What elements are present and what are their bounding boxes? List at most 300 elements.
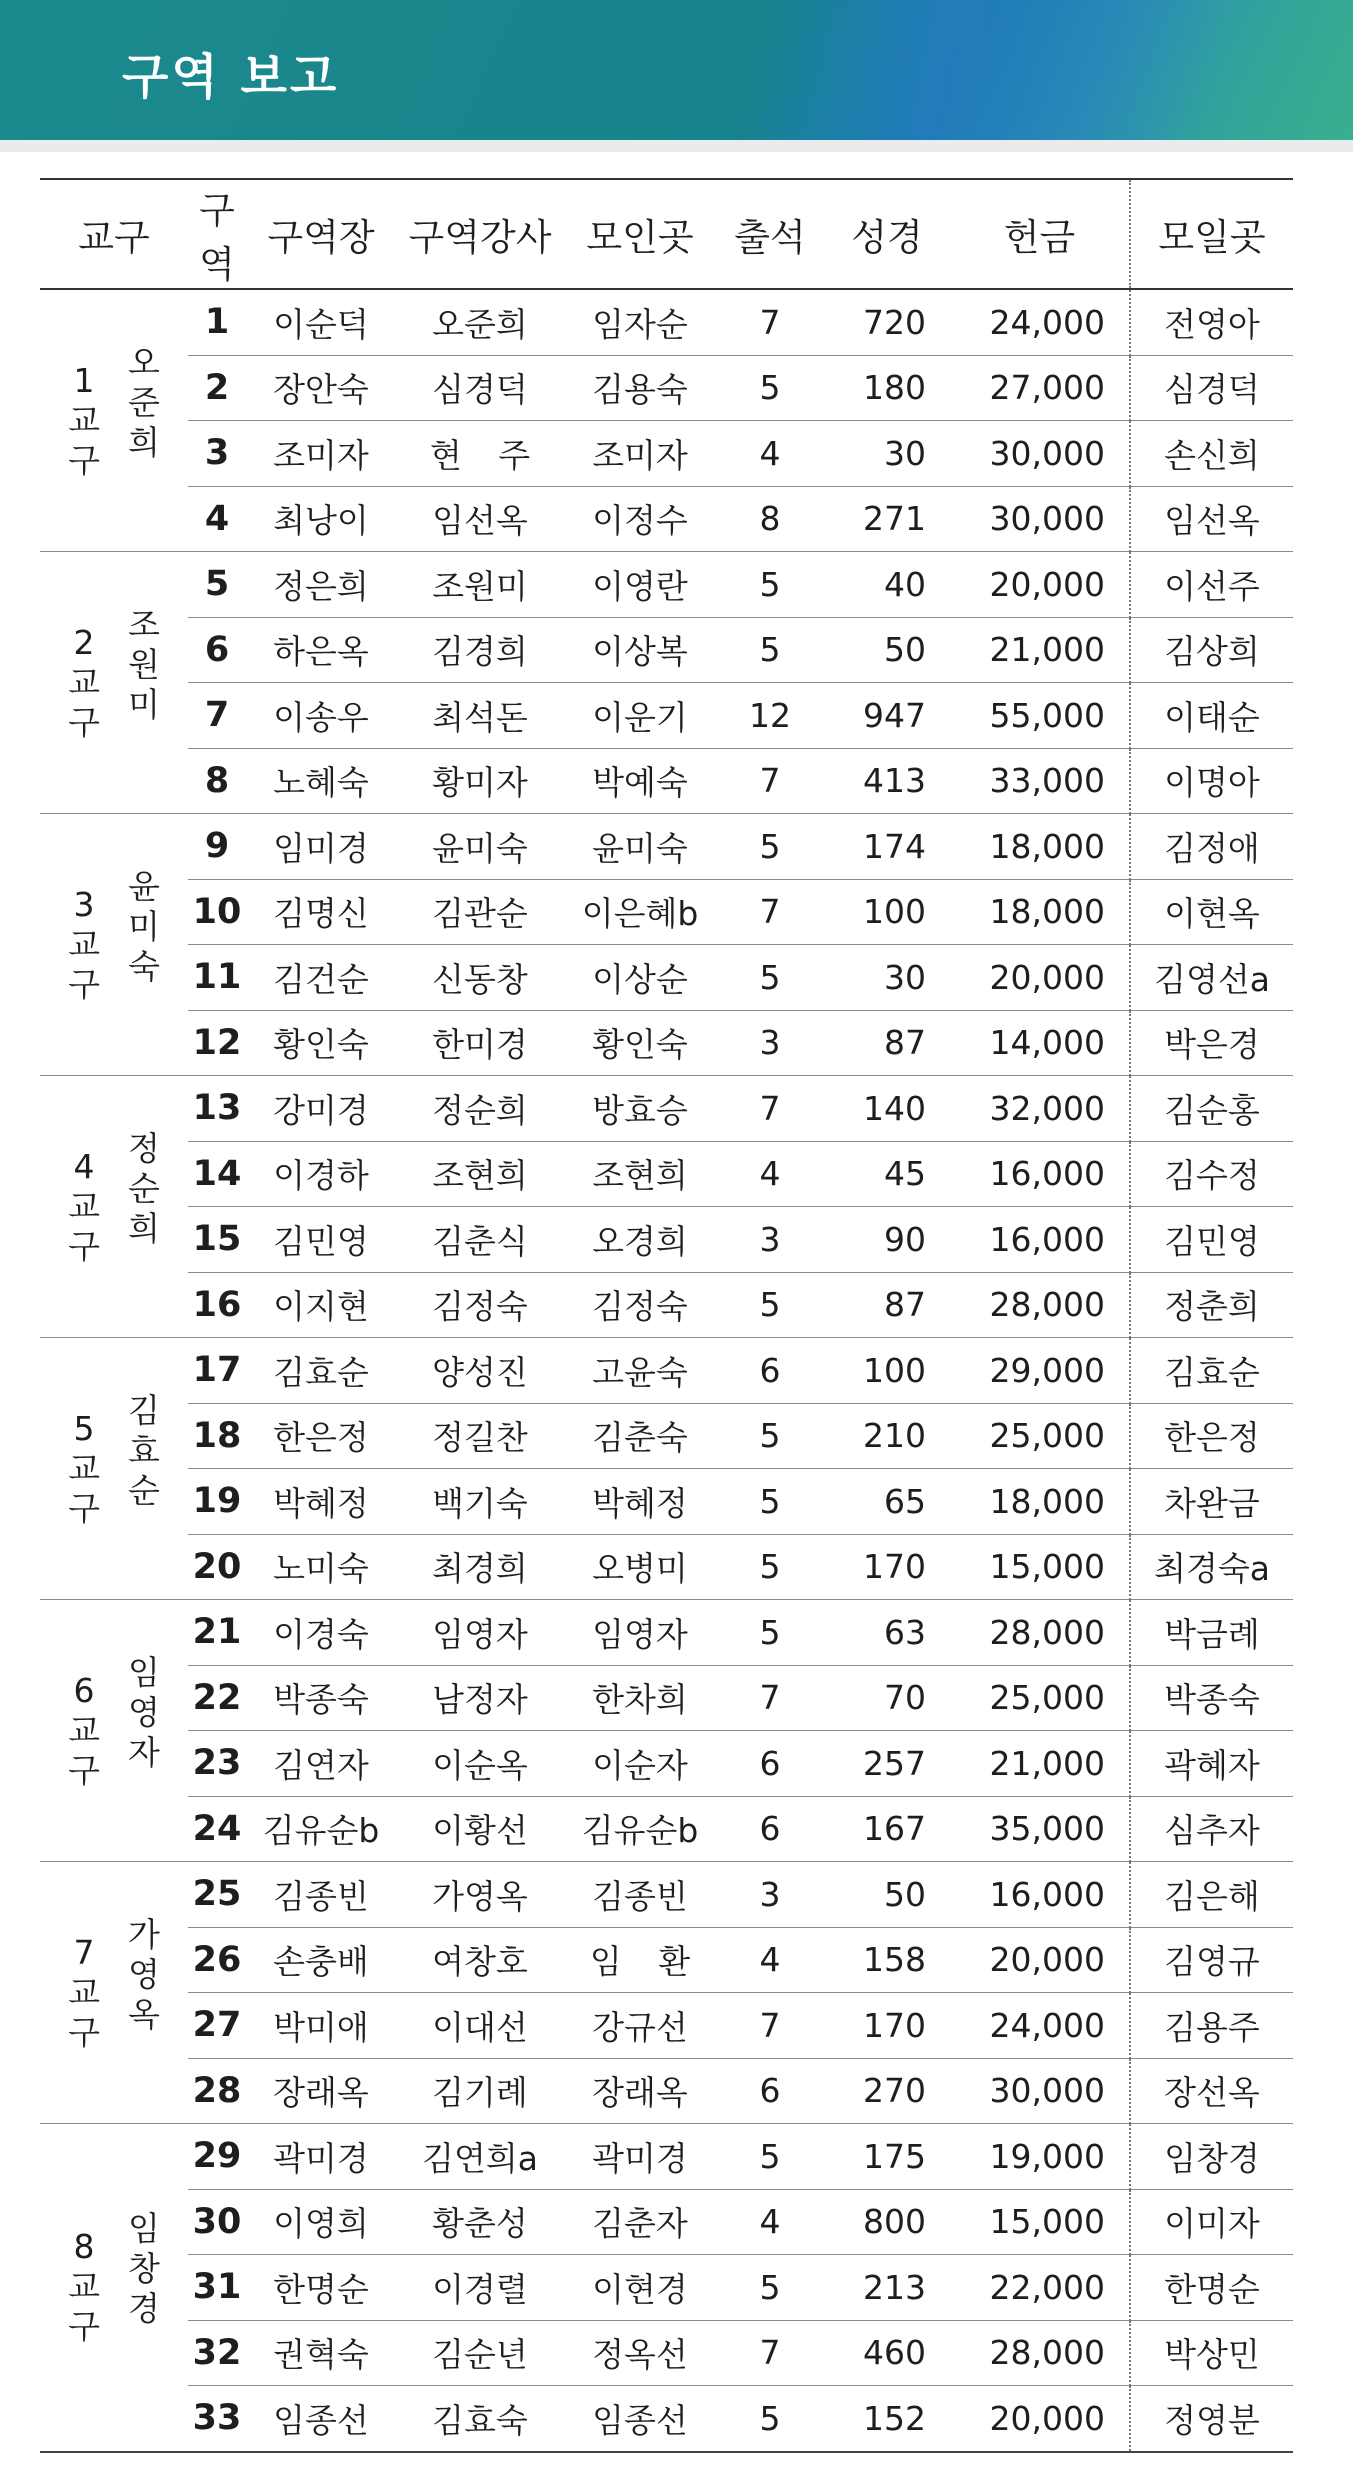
district-number: 4 (188, 486, 246, 552)
district-leader-name: 조미자 (246, 421, 396, 487)
district-leader-name: 이순덕 (246, 289, 396, 355)
district-leader-name: 노미숙 (246, 1534, 396, 1600)
bible-reading-count: 175 (824, 2124, 950, 2190)
next-meeting-place: 이선주 (1130, 552, 1293, 618)
attendance-count: 5 (716, 2124, 824, 2190)
meeting-place: 김용숙 (564, 355, 716, 421)
district-leader-name: 정은희 (246, 552, 396, 618)
parish-unit-char: 교 (68, 1972, 100, 2012)
parish-leader-char: 가 (128, 1914, 160, 1954)
offering-amount: 28,000 (950, 1600, 1130, 1666)
district-leader-name: 곽미경 (246, 2124, 396, 2190)
district-number: 8 (188, 748, 246, 814)
parish-leader-char: 경 (128, 2289, 160, 2329)
teacher-name: 임선옥 (396, 486, 564, 552)
district-leader-name: 한은정 (246, 1403, 396, 1469)
parish-leader-char: 희 (128, 1208, 160, 1248)
teacher-name: 양성진 (396, 1338, 564, 1404)
attendance-count: 7 (716, 1076, 824, 1142)
meeting-place: 방효승 (564, 1076, 716, 1142)
bible-reading-count: 158 (824, 1927, 950, 1993)
district-leader-name: 임미경 (246, 814, 396, 880)
parish-number: 6 (73, 1670, 95, 1710)
district-leader-name: 장래옥 (246, 2058, 396, 2124)
next-meeting-place: 심경덕 (1130, 355, 1293, 421)
bible-reading-count: 90 (824, 1207, 950, 1273)
parish-cell (40, 289, 188, 552)
bible-reading-count: 65 (824, 1469, 950, 1535)
bible-reading-count: 87 (824, 1010, 950, 1076)
parish-leader-char: 옥 (128, 1994, 160, 2034)
teacher-name: 임영자 (396, 1600, 564, 1666)
table-row (40, 421, 1293, 487)
next-meeting-place: 정영분 (1130, 2386, 1293, 2452)
teacher-name: 한미경 (396, 1010, 564, 1076)
teacher-name: 김춘식 (396, 1207, 564, 1273)
offering-amount: 55,000 (950, 683, 1130, 749)
district-leader-name: 임종선 (246, 2386, 396, 2452)
meeting-place: 이상순 (564, 945, 716, 1011)
parish-cell (40, 1338, 188, 1600)
offering-amount: 18,000 (950, 879, 1130, 945)
bible-reading-count: 140 (824, 1076, 950, 1142)
parish-leader-char: 희 (128, 422, 160, 462)
parish-unit-char: 교 (68, 1186, 100, 1226)
meeting-place: 김춘숙 (564, 1403, 716, 1469)
next-meeting-place: 이태순 (1130, 683, 1293, 749)
teacher-name: 이대선 (396, 1993, 564, 2059)
parish-cell (40, 814, 188, 1076)
teacher-name: 이황선 (396, 1796, 564, 1862)
offering-amount: 33,000 (950, 748, 1130, 814)
district-leader-name: 김연자 (246, 1731, 396, 1797)
attendance-count: 6 (716, 1796, 824, 1862)
parish-label (68, 2227, 100, 2347)
parish-leader-name (128, 1129, 160, 1267)
district-number: 7 (188, 683, 246, 749)
offering-amount: 24,000 (950, 289, 1130, 355)
table-row (40, 1010, 1293, 1076)
next-meeting-place: 임창경 (1130, 2124, 1293, 2190)
next-meeting-place: 장선옥 (1130, 2058, 1293, 2124)
parish-label (68, 1409, 100, 1529)
meeting-place: 임영자 (564, 1600, 716, 1666)
district-leader-name: 이경숙 (246, 1600, 396, 1666)
offering-amount: 21,000 (950, 1731, 1130, 1797)
district-number: 33 (188, 2386, 246, 2452)
parish-unit-char: 교 (68, 1448, 100, 1488)
district-leader-name: 황인숙 (246, 1010, 396, 1076)
parish-leader-name (128, 605, 160, 743)
district-number: 11 (188, 945, 246, 1011)
parish-leader-char: 순 (128, 1470, 160, 1510)
bible-reading-count: 87 (824, 1272, 950, 1338)
table-row (40, 1927, 1293, 1993)
parish-label (68, 1147, 100, 1267)
district-leader-name: 김민영 (246, 1207, 396, 1273)
table-row (40, 1862, 1293, 1928)
attendance-count: 8 (716, 486, 824, 552)
table-row (40, 1731, 1293, 1797)
district-leader-name: 장안숙 (246, 355, 396, 421)
district-leader-name: 박미애 (246, 1993, 396, 2059)
offering-amount: 25,000 (950, 1665, 1130, 1731)
parish-leader-char: 김 (128, 1390, 160, 1430)
parish-unit-char: 구 (68, 1226, 100, 1266)
district-number: 27 (188, 1993, 246, 2059)
offering-amount: 14,000 (950, 1010, 1130, 1076)
teacher-name: 김관순 (396, 879, 564, 945)
parish-leader-char: 미 (128, 684, 160, 724)
parish-label (68, 623, 100, 743)
meeting-place: 오경희 (564, 1207, 716, 1273)
meeting-place: 강규선 (564, 1993, 716, 2059)
district-number: 21 (188, 1600, 246, 1666)
meeting-place: 임종선 (564, 2386, 716, 2452)
attendance-count: 4 (716, 1927, 824, 1993)
parish-leader-char: 영 (128, 1954, 160, 1994)
parish-unit-char: 구 (68, 440, 100, 480)
bible-reading-count: 170 (824, 1993, 950, 2059)
offering-amount: 18,000 (950, 1469, 1130, 1535)
attendance-count: 6 (716, 1731, 824, 1797)
meeting-place: 이정수 (564, 486, 716, 552)
meeting-place: 조미자 (564, 421, 716, 487)
col-header-meeting-place: 모인곳 (564, 179, 716, 289)
next-meeting-place: 전영아 (1130, 289, 1293, 355)
district-number: 3 (188, 421, 246, 487)
parish-unit-char: 교 (68, 924, 100, 964)
bible-reading-count: 800 (824, 2189, 950, 2255)
parish-leader-char: 창 (128, 2249, 160, 2289)
col-header-district-leader: 구역장 (246, 179, 396, 289)
col-header-bible: 성경 (824, 179, 950, 289)
district-leader-name: 최낭이 (246, 486, 396, 552)
parish-label (68, 885, 100, 1005)
teacher-name: 이경렬 (396, 2255, 564, 2321)
parish-number: 8 (73, 2227, 95, 2267)
parish-number: 1 (73, 360, 95, 400)
meeting-place: 김유순b (564, 1796, 716, 1862)
bible-reading-count: 720 (824, 289, 950, 355)
parish-number: 3 (73, 884, 95, 924)
offering-amount: 27,000 (950, 355, 1130, 421)
meeting-place: 이순자 (564, 1731, 716, 1797)
parish-cell (40, 1076, 188, 1338)
parish-unit-char: 구 (68, 2012, 100, 2052)
col-header-district: 구역 (188, 179, 246, 289)
bible-reading-count: 180 (824, 355, 950, 421)
next-meeting-place: 박상민 (1130, 2320, 1293, 2386)
district-number: 16 (188, 1272, 246, 1338)
teacher-name: 신동창 (396, 945, 564, 1011)
teacher-name: 김기례 (396, 2058, 564, 2124)
bible-reading-count: 40 (824, 552, 950, 618)
attendance-count: 5 (716, 355, 824, 421)
parish-unit-char: 교 (68, 2267, 100, 2307)
district-number: 13 (188, 1076, 246, 1142)
teacher-name: 김순년 (396, 2320, 564, 2386)
district-report-table (40, 178, 1293, 2453)
next-meeting-place: 이미자 (1130, 2189, 1293, 2255)
attendance-count: 3 (716, 1862, 824, 1928)
parish-number: 4 (73, 1146, 95, 1186)
next-meeting-place: 곽혜자 (1130, 1731, 1293, 1797)
teacher-name: 남정자 (396, 1665, 564, 1731)
teacher-name: 조원미 (396, 552, 564, 618)
parish-cell (40, 1862, 188, 2124)
attendance-count: 7 (716, 289, 824, 355)
parish-leader-char: 정 (128, 1128, 160, 1168)
table-row (40, 1796, 1293, 1862)
offering-amount: 16,000 (950, 1141, 1130, 1207)
district-number: 25 (188, 1862, 246, 1928)
parish-leader-char: 오 (128, 342, 160, 382)
district-number: 6 (188, 617, 246, 683)
attendance-count: 3 (716, 1207, 824, 1273)
bible-reading-count: 152 (824, 2386, 950, 2452)
parish-leader-char: 윤 (128, 866, 160, 906)
district-leader-name: 권혁숙 (246, 2320, 396, 2386)
table-row (40, 1469, 1293, 1535)
table-row (40, 2189, 1293, 2255)
district-leader-name: 이경하 (246, 1141, 396, 1207)
table-row (40, 1403, 1293, 1469)
meeting-place: 이상복 (564, 617, 716, 683)
parish-leader-name (128, 1653, 160, 1791)
table-row (40, 1141, 1293, 1207)
district-number: 24 (188, 1796, 246, 1862)
meeting-place: 이운기 (564, 683, 716, 749)
attendance-count: 5 (716, 1600, 824, 1666)
next-meeting-place: 김수정 (1130, 1141, 1293, 1207)
attendance-count: 7 (716, 879, 824, 945)
parish-leader-char: 숙 (128, 946, 160, 986)
teacher-name: 김정숙 (396, 1272, 564, 1338)
district-number: 2 (188, 355, 246, 421)
next-meeting-place: 한명순 (1130, 2255, 1293, 2321)
bible-reading-count: 174 (824, 814, 950, 880)
district-leader-name: 이지현 (246, 1272, 396, 1338)
parish-unit-char: 구 (68, 2307, 100, 2347)
next-meeting-place: 박종숙 (1130, 1665, 1293, 1731)
parish-unit-char: 교 (68, 662, 100, 702)
parish-leader-char: 임 (128, 1652, 160, 1692)
district-number: 19 (188, 1469, 246, 1535)
table-header-row (40, 179, 1293, 289)
bible-reading-count: 947 (824, 683, 950, 749)
next-meeting-place: 김정애 (1130, 814, 1293, 880)
bible-reading-count: 213 (824, 2255, 950, 2321)
district-leader-name: 이송우 (246, 683, 396, 749)
next-meeting-place: 한은정 (1130, 1403, 1293, 1469)
attendance-count: 12 (716, 683, 824, 749)
bible-reading-count: 45 (824, 1141, 950, 1207)
table-row (40, 2386, 1293, 2452)
offering-amount: 24,000 (950, 1993, 1130, 2059)
next-meeting-place: 차완금 (1130, 1469, 1293, 1535)
parish-leader-name (128, 2209, 160, 2347)
offering-amount: 20,000 (950, 2386, 1130, 2452)
attendance-count: 5 (716, 1272, 824, 1338)
district-leader-name: 김유순b (246, 1796, 396, 1862)
district-number: 29 (188, 2124, 246, 2190)
parish-leader-name (128, 867, 160, 1005)
meeting-place: 한차희 (564, 1665, 716, 1731)
next-meeting-place: 김효순 (1130, 1338, 1293, 1404)
attendance-count: 3 (716, 1010, 824, 1076)
parish-unit-char: 구 (68, 964, 100, 1004)
district-number: 30 (188, 2189, 246, 2255)
col-header-next-place: 모일곳 (1130, 179, 1293, 289)
bible-reading-count: 50 (824, 1862, 950, 1928)
offering-amount: 29,000 (950, 1338, 1130, 1404)
parish-leader-char: 자 (128, 1732, 160, 1772)
district-number: 14 (188, 1141, 246, 1207)
teacher-name: 심경덕 (396, 355, 564, 421)
district-number: 17 (188, 1338, 246, 1404)
table-row (40, 617, 1293, 683)
bible-reading-count: 167 (824, 1796, 950, 1862)
table-row (40, 1076, 1293, 1142)
table-row (40, 552, 1293, 618)
parish-leader-char: 영 (128, 1692, 160, 1732)
parish-label (68, 1933, 100, 2053)
parish-unit-char: 교 (68, 1710, 100, 1750)
bible-reading-count: 100 (824, 1338, 950, 1404)
meeting-place: 정옥선 (564, 2320, 716, 2386)
bible-reading-count: 30 (824, 945, 950, 1011)
meeting-place: 이현경 (564, 2255, 716, 2321)
table-row (40, 1207, 1293, 1273)
meeting-place: 곽미경 (564, 2124, 716, 2190)
district-leader-name: 김효순 (246, 1338, 396, 1404)
bible-reading-count: 210 (824, 1403, 950, 1469)
district-leader-name: 강미경 (246, 1076, 396, 1142)
parish-unit-char: 교 (68, 400, 100, 440)
attendance-count: 5 (716, 814, 824, 880)
next-meeting-place: 김영선a (1130, 945, 1293, 1011)
parish-cell (40, 2124, 188, 2452)
col-header-offering: 헌금 (950, 179, 1130, 289)
attendance-count: 5 (716, 2255, 824, 2321)
banner-bottom-strip (0, 140, 1353, 152)
attendance-count: 6 (716, 1338, 824, 1404)
next-meeting-place: 손신희 (1130, 421, 1293, 487)
meeting-place: 고윤숙 (564, 1338, 716, 1404)
next-meeting-place: 이명아 (1130, 748, 1293, 814)
table-row (40, 879, 1293, 945)
teacher-name: 조현희 (396, 1141, 564, 1207)
bible-reading-count: 170 (824, 1534, 950, 1600)
meeting-place: 이영란 (564, 552, 716, 618)
table-row (40, 814, 1293, 880)
table-row (40, 2058, 1293, 2124)
district-leader-name: 김건순 (246, 945, 396, 1011)
meeting-place: 김춘자 (564, 2189, 716, 2255)
district-number: 1 (188, 289, 246, 355)
next-meeting-place: 김용주 (1130, 1993, 1293, 2059)
offering-amount: 25,000 (950, 1403, 1130, 1469)
district-leader-name: 손충배 (246, 1927, 396, 1993)
next-meeting-place: 박은경 (1130, 1010, 1293, 1076)
district-leader-name: 김명신 (246, 879, 396, 945)
district-leader-name: 박혜정 (246, 1469, 396, 1535)
attendance-count: 4 (716, 1141, 824, 1207)
teacher-name: 백기숙 (396, 1469, 564, 1535)
parish-unit-char: 구 (68, 1488, 100, 1528)
table-row (40, 2255, 1293, 2321)
offering-amount: 20,000 (950, 552, 1130, 618)
meeting-place: 임 환 (564, 1927, 716, 1993)
teacher-name: 윤미숙 (396, 814, 564, 880)
district-leader-name: 김종빈 (246, 1862, 396, 1928)
meeting-place: 김정숙 (564, 1272, 716, 1338)
parish-label (68, 361, 100, 481)
offering-amount: 28,000 (950, 2320, 1130, 2386)
teacher-name: 김효숙 (396, 2386, 564, 2452)
meeting-place: 황인숙 (564, 1010, 716, 1076)
meeting-place: 오병미 (564, 1534, 716, 1600)
attendance-count: 7 (716, 748, 824, 814)
teacher-name: 최경희 (396, 1534, 564, 1600)
table-row (40, 355, 1293, 421)
offering-amount: 20,000 (950, 945, 1130, 1011)
district-number: 32 (188, 2320, 246, 2386)
table-row (40, 683, 1293, 749)
teacher-name: 최석돈 (396, 683, 564, 749)
offering-amount: 15,000 (950, 1534, 1130, 1600)
parish-leader-name (128, 1915, 160, 2053)
attendance-count: 4 (716, 421, 824, 487)
table-row (40, 748, 1293, 814)
parish-unit-char: 구 (68, 1750, 100, 1790)
next-meeting-place: 김순홍 (1130, 1076, 1293, 1142)
district-number: 15 (188, 1207, 246, 1273)
district-leader-name: 이영희 (246, 2189, 396, 2255)
banner-gradient-accent (760, 0, 1353, 152)
next-meeting-place: 최경숙a (1130, 1534, 1293, 1600)
offering-amount: 30,000 (950, 421, 1130, 487)
next-meeting-place: 김영규 (1130, 1927, 1293, 1993)
parish-number: 5 (73, 1408, 95, 1448)
next-meeting-place: 김은해 (1130, 1862, 1293, 1928)
bible-reading-count: 70 (824, 1665, 950, 1731)
meeting-place: 조현희 (564, 1141, 716, 1207)
district-number: 23 (188, 1731, 246, 1797)
attendance-count: 7 (716, 1665, 824, 1731)
teacher-name: 김연희a (396, 2124, 564, 2190)
bible-reading-count: 271 (824, 486, 950, 552)
offering-amount: 18,000 (950, 814, 1130, 880)
parish-leader-char: 효 (128, 1430, 160, 1470)
next-meeting-place: 심추자 (1130, 1796, 1293, 1862)
parish-leader-char: 임 (128, 2209, 160, 2249)
district-number: 20 (188, 1534, 246, 1600)
col-header-teacher: 구역강사 (396, 179, 564, 289)
teacher-name: 오준희 (396, 289, 564, 355)
parish-leader-char: 순 (128, 1168, 160, 1208)
attendance-count: 7 (716, 2320, 824, 2386)
meeting-place: 윤미숙 (564, 814, 716, 880)
district-number: 10 (188, 879, 246, 945)
table-row (40, 2124, 1293, 2190)
district-leader-name: 노혜숙 (246, 748, 396, 814)
district-number: 28 (188, 2058, 246, 2124)
attendance-count: 6 (716, 2058, 824, 2124)
bible-reading-count: 30 (824, 421, 950, 487)
parish-leader-char: 준 (128, 382, 160, 422)
